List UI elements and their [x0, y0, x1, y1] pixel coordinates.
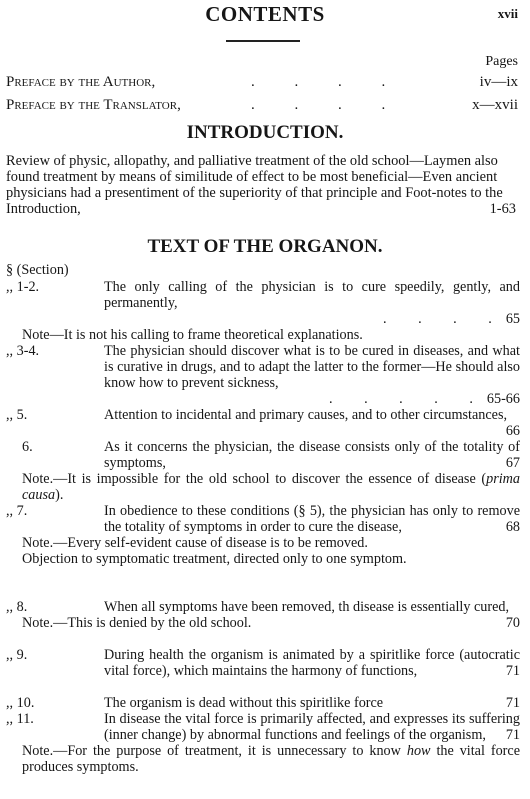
entry-text: When all symptoms have been removed, th disease is essentially cured,: [104, 599, 510, 615]
entry-page: 67: [505, 455, 520, 471]
entry-page: 65: [505, 311, 520, 327]
entry-text: The organism is dead without this spiritlike force: [104, 695, 384, 711]
page-title: CONTENTS: [205, 2, 325, 26]
section-number: ,, 11.: [6, 711, 34, 727]
section-number: ,, 10.: [6, 695, 35, 711]
entry-page: 70: [505, 615, 520, 631]
entry-note: Note—It is not his calling to frame theoretical explanations.: [22, 327, 363, 343]
entry-text: Attention to incidental and primary causes, and to other circumstances,: [104, 407, 508, 423]
toc-entry: [6, 599, 520, 631]
preface-title: Preface by the Translator,: [6, 97, 181, 113]
section-number: ,, 5.: [6, 407, 28, 423]
preface-author-row: Preface by the Author, . . . . iv—ix: [6, 74, 518, 90]
page-number: xvii: [497, 6, 518, 21]
entry-note: Note.—For the purpose of treatment, it is unnecessary to know how the vital force produces symptoms.: [22, 743, 521, 775]
section-number: ,, 9.: [6, 647, 28, 663]
toc-entry: ,, 1-2. The only calling of the physician is to cure speedily, gently, and permanently, . . . .65 Note—It is not his calling to frame theoretical explanations.: [6, 279, 520, 343]
section-number: ,, 3-4.: [6, 343, 40, 359]
preface-pages: iv—ix: [479, 74, 518, 90]
introduction-entry: [6, 153, 516, 217]
entry-text: During health the organism is animated by a spiritlike force (autocratic vital force), which maintains the harmony of functions,: [104, 647, 520, 679]
entry-note: Note.—This is denied by the old school.: [22, 615, 252, 631]
pages-column-label: Pages: [485, 54, 518, 69]
entry-note: Note.—Every self-evident cause of disease is to be removed.: [22, 535, 368, 551]
entry-text: As it concerns the physician, the disease consists only of the totality of symptoms,: [104, 439, 520, 471]
section-number: ,, 7.: [6, 503, 28, 519]
title-rule: [226, 40, 300, 42]
introduction-heading: INTRODUCTION.: [186, 122, 344, 143]
toc-entry: [6, 711, 520, 775]
introduction-text: Review of physic, allopathy, and palliative treatment of the old school—Laymen also found treatment by means of similitude of effect to be most beneficial—Even ancient physicians had a presentiment of the superiority of that principle and Foot-notes to the Introduction,: [6, 153, 503, 217]
preface-title: Preface by the Author,: [6, 74, 156, 90]
entry-page: 71: [505, 727, 520, 743]
introduction-pages: 1-63: [489, 201, 516, 217]
section-number: ,, 8.: [6, 599, 28, 615]
entry-text: In obedience to these conditions (§ 5), the physician has only to remove the totality of symptoms in order to cure the disease,: [104, 503, 520, 535]
page-header: [0, 0, 530, 44]
entry-page: 71: [505, 663, 520, 679]
preface-pages: x—xvii: [472, 97, 518, 113]
toc-entry: ,, 3-4. The physician should discover what is to be cured in diseases, and what is curative in drugs, and to adapt the latter to the former—He should also know how to prevent sickness, . . . . .65-66: [6, 343, 520, 407]
section-label: § (Section): [6, 262, 69, 278]
entry-note: Objection to symptomatic treatment, directed only to one symptom.: [22, 551, 407, 567]
entry-page: 71: [505, 695, 520, 711]
preface-translator-row: Preface by the Translator, . . . . x—xvii: [6, 97, 518, 113]
toc-entry: [6, 647, 520, 679]
section-number: ,, 1-2.: [6, 279, 40, 295]
entry-text: In disease the vital force is primarily affected, and expresses its suffering (inner change) by abnormal functions and feelings of the organism,: [104, 711, 520, 743]
section-number: 6.: [22, 439, 33, 455]
entry-text: The only calling of the physician is to cure speedily, gently, and permanently,: [104, 279, 520, 311]
entry-page: 65-66: [486, 391, 520, 407]
entry-text: The physician should discover what is to be cured in diseases, and what is curative in drugs, and to adapt the latter to the former—He should also know how to prevent sickness,: [104, 343, 520, 391]
toc-entry: [6, 407, 520, 439]
entry-page: 66: [505, 423, 520, 439]
organon-heading: TEXT OF THE ORGANON.: [147, 236, 383, 257]
toc-entry: [6, 439, 520, 503]
entry-note: Note.—It is impossible for the old school to discover the essence of disease (prima causa).: [22, 471, 520, 503]
toc-entry: [6, 503, 520, 567]
entry-page: 68: [505, 519, 520, 535]
toc-entry: [6, 695, 520, 711]
